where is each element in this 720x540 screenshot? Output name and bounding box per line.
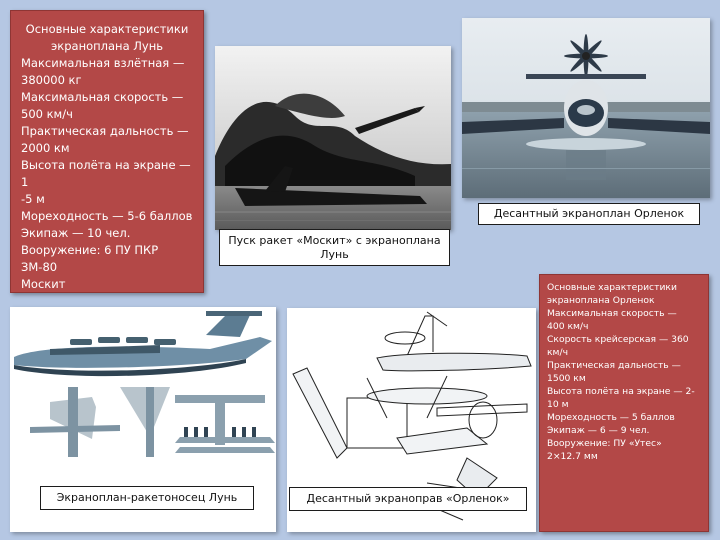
caption-missile-launch: Пуск ракет «Москит» с экраноплана Лунь (219, 229, 450, 266)
lun-specs-title-1: Основные характеристики (25, 22, 189, 36)
orlenok-spec-line: Высота полёта на экране — 2- (547, 386, 695, 397)
lun-spec-line: Высота полёта на экране — 1 (21, 158, 191, 189)
caption-lun-drawing: Экраноплан-ракетоносец Лунь (40, 486, 254, 510)
caption-orlenok-drawing: Десантный экраноправ «Орленок» (289, 487, 527, 511)
orlenok-spec-line: 400 км/ч (547, 321, 589, 332)
lun-spec-line: Экипаж — 10 чел. (21, 226, 131, 240)
lun-spec-line: 380000 кг (21, 73, 82, 87)
lun-spec-line: 500 км/ч (21, 107, 73, 121)
caption-orlenok-photo: Десантный экраноплан Орленок (478, 203, 700, 225)
lun-spec-line: -5 м (21, 192, 45, 206)
lun-spec-line: Мореходность — 5-6 баллов (21, 209, 193, 223)
orlenok-spec-line: Мореходность — 5 баллов (547, 412, 675, 423)
orlenok-spec-line: Экипаж — 6 — 9 чел. (547, 425, 650, 436)
orlenok-specs-box (539, 274, 709, 532)
missile-launch-photo (215, 46, 451, 230)
orlenok-spec-line: Практическая дальность — (547, 360, 681, 371)
lun-specs-title-2: экраноплана Лунь (50, 39, 164, 53)
orlenok-spec-line: 2×12.7 мм (547, 451, 598, 462)
orlenok-spec-line: экраноплана Орленок (547, 295, 655, 306)
orlenok-spec-line: Скорость крейсерская — 360 (547, 334, 689, 345)
lun-spec-line: Москит (21, 277, 66, 291)
orlenok-photo (462, 18, 710, 198)
lun-spec-line: Практическая дальность — (21, 124, 189, 138)
orlenok-spec-line: Вооружение: ПУ «Утес» (547, 438, 662, 449)
lun-spec-line: Вооружение: 6 ПУ ПКР ЗМ-80 (21, 243, 159, 274)
orlenok-spec-line: 10 м (547, 399, 569, 410)
lun-specs-box (10, 10, 204, 293)
lun-spec-line: Максимальная взлётная — (21, 56, 185, 70)
orlenok-spec-line: 1500 км (547, 373, 586, 384)
lun-spec-line: Максимальная скорость — (21, 90, 184, 104)
orlenok-spec-line: Максимальная скорость — (547, 308, 677, 319)
lun-spec-line: 2000 км (21, 141, 70, 155)
orlenok-spec-line: км/ч (547, 347, 569, 358)
orlenok-spec-line: Основные характеристики (547, 282, 677, 293)
